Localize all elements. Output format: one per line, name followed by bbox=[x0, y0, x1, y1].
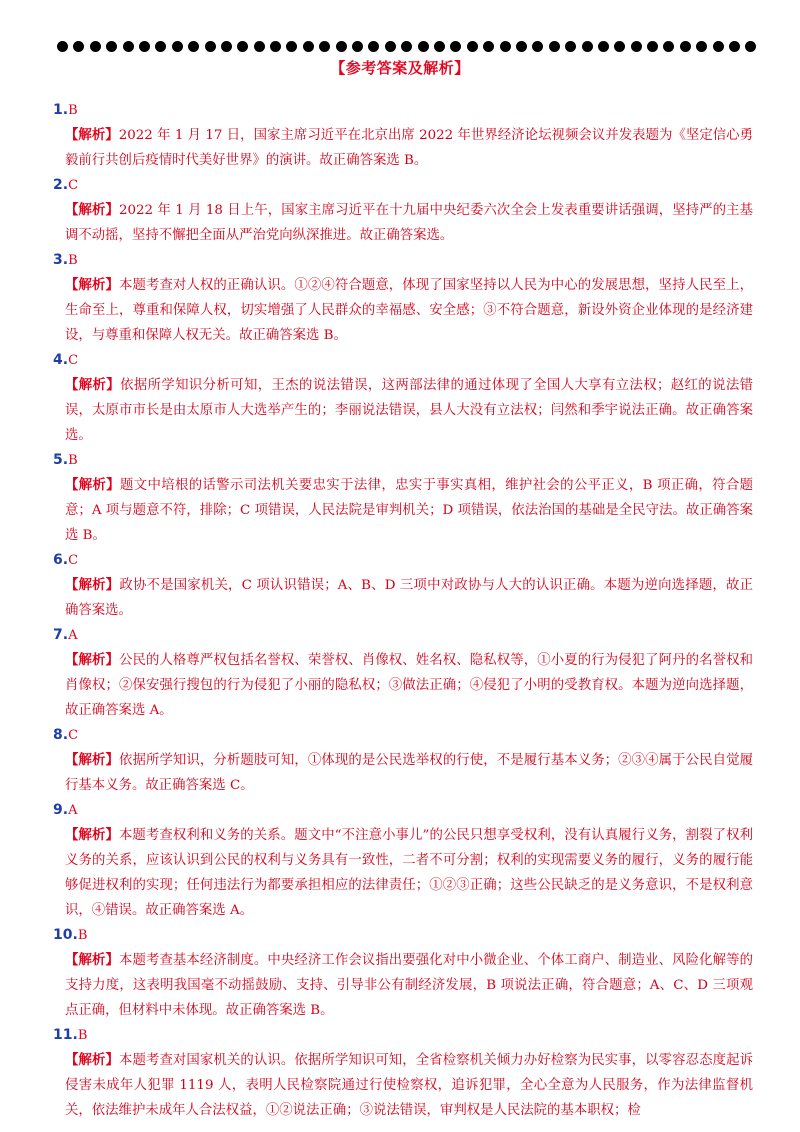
explanation bbox=[65, 648, 753, 723]
divider-dot bbox=[549, 41, 560, 52]
divider-dot bbox=[401, 41, 412, 52]
divider-dot bbox=[483, 41, 494, 52]
answer-letter: C bbox=[68, 728, 79, 743]
answer-header bbox=[53, 173, 753, 198]
answer-item bbox=[53, 348, 753, 448]
explanation-tag: 【解析】 bbox=[65, 752, 119, 768]
answer-header bbox=[53, 348, 753, 373]
divider-dot bbox=[647, 41, 658, 52]
divider-dot bbox=[631, 41, 642, 52]
divider-dot bbox=[188, 41, 199, 52]
answer-header bbox=[53, 623, 753, 648]
divider-dot bbox=[106, 41, 117, 52]
explanation-text: 本题考查对国家机关的认识。依据所学知识可知，全省检察机关倾力办好检察为民实事，以零容忍态度起诉侵害未成年人犯罪 1119 人，表明人民检察院通过行使检察权，追诉犯罪，全心全意为人民服务，作为法律监督机关，依法维护未成年人合法权益，①②说法正确；③说法错误，审判权是人民法院的基本职权；检 bbox=[65, 1053, 753, 1118]
divider-dot bbox=[614, 41, 625, 52]
explanation bbox=[65, 123, 753, 173]
divider-dot bbox=[516, 41, 527, 52]
explanation bbox=[65, 373, 753, 448]
divider-dot bbox=[745, 41, 756, 52]
explanation-tag: 【解析】 bbox=[65, 827, 119, 843]
question-number: 3. bbox=[53, 252, 69, 268]
answer-header bbox=[53, 548, 753, 573]
divider-dot bbox=[582, 41, 593, 52]
answer-header bbox=[53, 923, 753, 948]
explanation bbox=[65, 198, 753, 248]
explanation bbox=[65, 823, 753, 923]
divider-dot bbox=[270, 41, 281, 52]
explanation-text: 依据所学知识分析可知，王杰的说法错误，这两部法律的通过体现了全国人大享有立法权；赵红的说法错误，太原市市长是由太原市人大选举产生的；李丽说法错误，县人大没有立法权；闫然和季宇说法正确。故正确答案选。 bbox=[65, 378, 754, 443]
divider-dot bbox=[254, 41, 265, 52]
answer-letter: C bbox=[68, 553, 79, 568]
answer-letter: B bbox=[68, 253, 78, 268]
question-number: 8. bbox=[53, 727, 69, 743]
divider-dot bbox=[565, 41, 576, 52]
answer-item bbox=[53, 798, 753, 923]
answer-letter: B bbox=[68, 453, 78, 468]
explanation-tag: 【解析】 bbox=[65, 277, 119, 293]
answer-item bbox=[53, 173, 753, 248]
divider-dot bbox=[90, 41, 101, 52]
answer-letter: B bbox=[77, 928, 88, 943]
explanation bbox=[65, 748, 753, 798]
explanation-tag: 【解析】 bbox=[65, 577, 120, 593]
answer-letter: A bbox=[68, 628, 78, 643]
explanation-tag: 【解析】 bbox=[65, 127, 119, 143]
divider-dot bbox=[286, 41, 297, 52]
question-number: 6. bbox=[53, 552, 69, 568]
divider-dot bbox=[319, 41, 330, 52]
question-number: 11. bbox=[53, 1027, 78, 1043]
answer-letter: B bbox=[68, 103, 78, 118]
answer-item bbox=[53, 98, 753, 173]
answer-header bbox=[53, 448, 753, 473]
divider-dot bbox=[729, 41, 740, 52]
divider-dot bbox=[500, 41, 511, 52]
explanation-text: 依据所学知识，分析题肢可知，①体现的是公民选举权的行使，不是履行基本义务；②③④属于公民自觉履行基本义务。故正确答案选 C。 bbox=[65, 753, 753, 793]
divider-dot bbox=[123, 41, 134, 52]
question-number: 10. bbox=[53, 927, 78, 943]
explanation bbox=[65, 1048, 753, 1123]
divider-dot bbox=[73, 41, 84, 52]
answer-item bbox=[53, 548, 753, 623]
answer-item bbox=[53, 923, 753, 1023]
answer-item bbox=[53, 248, 753, 348]
answer-header bbox=[53, 798, 753, 823]
explanation-text: 2022 年 1 月 18 日上午，国家主席习近平在十九届中央纪委六次全会上发表重要讲话强调，坚持严的主基调不动摇，坚持不懈把全面从严治党向纵深推进。故正确答案选。 bbox=[65, 203, 754, 243]
answer-list bbox=[53, 98, 753, 1123]
explanation-text: 2022 年 1 月 17 日，国家主席习近平在北京出席 2022 年世界经济论坛视频会议并发表题为《坚定信心勇毅前行共创后疫情时代美好世界》的演讲。故正确答案选 B。 bbox=[65, 128, 754, 168]
explanation-tag: 【解析】 bbox=[65, 952, 119, 968]
divider-dot bbox=[680, 41, 691, 52]
divider-dot bbox=[418, 41, 429, 52]
divider-dot bbox=[205, 41, 216, 52]
divider-dot bbox=[352, 41, 363, 52]
divider-dot bbox=[713, 41, 724, 52]
answer-header bbox=[53, 723, 753, 748]
explanation-text: 题文中培根的话警示司法机关要忠实于法律，忠实于事实真相，维护社会的公平正义，B 项正确，符合题意；A 项与题意不符，排除；C 项错误，人民法院是审判机关；D 项错误，依法治国的基础是全民守法。故正确答案选 B。 bbox=[65, 478, 754, 543]
page-title: 【参考答案及解析】 bbox=[330, 59, 470, 77]
explanation-tag: 【解析】 bbox=[65, 377, 121, 393]
explanation bbox=[65, 273, 753, 348]
answer-letter: C bbox=[68, 178, 79, 193]
divider-dot bbox=[450, 41, 461, 52]
question-number: 7. bbox=[53, 627, 69, 643]
explanation-text: 公民的人格尊严权包括名誉权、荣誉权、肖像权、姓名权、隐私权等，①小夏的行为侵犯了阿丹的名誉权和肖像权；②保安强行搜包的行为侵犯了小丽的隐私权；③做法正确；④侵犯了小明的受教育权。本题为逆向选择题，故正确答案选 A。 bbox=[65, 653, 753, 718]
question-number: 4. bbox=[53, 352, 69, 368]
answer-item bbox=[53, 1023, 753, 1123]
question-number: 1. bbox=[53, 102, 69, 118]
answer-header bbox=[53, 1023, 753, 1048]
explanation bbox=[65, 948, 753, 1023]
divider-dot bbox=[467, 41, 478, 52]
explanation-tag: 【解析】 bbox=[65, 202, 119, 218]
explanation bbox=[65, 573, 753, 623]
divider-dot bbox=[663, 41, 674, 52]
explanation bbox=[65, 473, 753, 548]
answer-item bbox=[53, 723, 753, 798]
divider-dot bbox=[57, 41, 68, 52]
divider-dot bbox=[155, 41, 166, 52]
question-number: 5. bbox=[53, 452, 69, 468]
answer-header bbox=[53, 98, 753, 123]
divider-dot bbox=[696, 41, 707, 52]
answer-header bbox=[53, 248, 753, 273]
explanation-text: 本题考查权利和义务的关系。题文中“不注意小事儿”的公民只想享受权利，没有认真履行义务，割裂了权利义务的关系，应该认识到公民的权利与义务具有一致性，二者不可分割；权利的实现需要义务的履行，义务的履行能够促进权利的实现；任何违法行为都要承担相应的法律责任；①②③正确；这些公民缺乏的是义务意识，不是权利意识，④错误。故正确答案选 A。 bbox=[65, 828, 753, 918]
explanation-text: 本题考查对人权的正确认识。①②④符合题意，体现了国家坚持以人民为中心的发展思想，坚持人民至上，生命至上，尊重和保障人权，切实增强了人民群众的幸福感、安全感；③不符合题意，新设外资企业体现的是经济建设，与尊重和保障人权无关。故正确答案选 B。 bbox=[65, 278, 753, 343]
divider-dot bbox=[598, 41, 609, 52]
question-number: 2. bbox=[53, 177, 69, 193]
divider-dot bbox=[434, 41, 445, 52]
divider-dot bbox=[139, 41, 150, 52]
explanation-tag: 【解析】 bbox=[65, 477, 121, 493]
dot-divider bbox=[57, 39, 757, 53]
divider-dot bbox=[237, 41, 248, 52]
divider-dot bbox=[532, 41, 543, 52]
explanation-tag: 【解析】 bbox=[65, 1052, 119, 1068]
explanation-text: 政协不是国家机关，C 项认识错误；A、B、D 三项中对政协与人大的认识正确。本题为逆向选择题，故正确答案选。 bbox=[65, 578, 753, 618]
answer-item bbox=[53, 623, 753, 723]
divider-dot bbox=[385, 41, 396, 52]
divider-dot bbox=[221, 41, 232, 52]
question-number: 9. bbox=[53, 802, 69, 818]
divider-dot bbox=[303, 41, 314, 52]
divider-dot bbox=[368, 41, 379, 52]
answer-letter: C bbox=[68, 353, 79, 368]
answer-letter: A bbox=[68, 803, 78, 818]
divider-dot bbox=[336, 41, 347, 52]
answer-letter: B bbox=[77, 1028, 88, 1043]
answer-item bbox=[53, 448, 753, 548]
explanation-tag: 【解析】 bbox=[65, 652, 119, 668]
explanation-text: 本题考查基本经济制度。中央经济工作会议指出要强化对中小微企业、个体工商户、制造业、风险化解等的支持力度，这表明我国毫不动摇鼓励、支持、引导非公有制经济发展，B 项说法正确，符合题意；A、C、D 三项观点正确，但材料中未体现。故正确答案选 B。 bbox=[65, 953, 753, 1018]
divider-dot bbox=[172, 41, 183, 52]
